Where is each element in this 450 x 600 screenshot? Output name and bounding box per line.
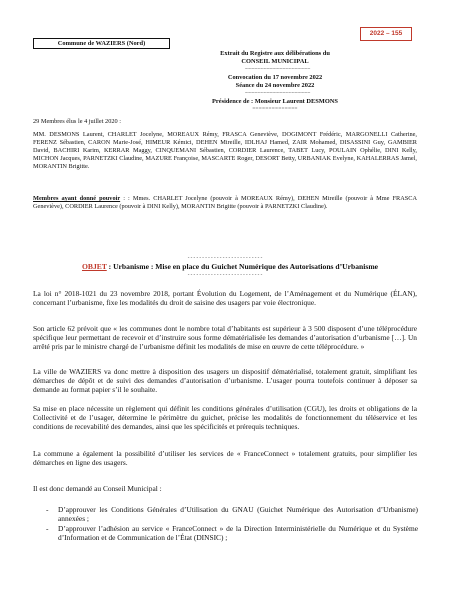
dash-separator: - - - - - - - - - - - - - - - - - - - - - - - - - - (187, 256, 263, 261)
list-item (46, 505, 418, 523)
proxy-paragraph (33, 195, 417, 211)
presidence-line: Présidence de : Monsieur Laurent DESMONS (212, 98, 338, 105)
reference-number-box: 2022 – 155 (360, 27, 412, 41)
proxy-label: Membres ayant donné pouvoir (33, 195, 121, 202)
decision-list (46, 505, 418, 543)
header-separator: ~~~~~~~~~~~~~~~~~~~~~ (245, 90, 311, 96)
body-paragraph-demande: Il est donc demandé au Conseil Municipal : (33, 484, 162, 493)
convocation-date: Convocation du 17 novembre 2022 (227, 74, 323, 81)
body-paragraph-loi: La loi n° 2018-1021 du 23 novembre 2018, portant Évolution du Logement, de l’Aménagement et du Numérique (ÉLAN), concernant l’urbanisme, fixe les modalités du droit de saisine des usagers par voie électronique. (33, 289, 417, 308)
seance-date: Séance du 24 novembre 2022 (235, 82, 315, 89)
registry-title: Extrait du Registre aux délibérations du (220, 50, 330, 57)
members-list: MM. DESMONS Laurent, CHARLET Jocelyne, MOREAUX Rémy, FRASCA Geneviève, DOGIMONT Frédéric, MARGONELLI Catherine, FERENZ Sébastien, CARON Marie-José, HIMEUR Kémici, DEHEN Mireille, IDLHAJ Hamed, ZAIR Mohamed, DISASSINI Guy, GAMBIER David, BACHIRI Karim, KERRAR Maggy, CINQUEMANI Sébastien, CORDIER Laurence, TABET Lucy, POULAIN Ophélie, DINI Kelly, MICHON Jacques, PARNETZKI Claudine, MAZURE Françoise, MASCARTE Roger, DESORT Betty, URBANIAK Evelyne, KAHALERRAS Jamel, MORANTIN Brigitte. (33, 131, 417, 170)
council-title: CONSEIL MUNICIPAL (241, 58, 309, 65)
list-item (46, 524, 418, 542)
body-paragraph-reglement: Sa mise en place nécessite un règlement qui définit les conditions générales d’utilisation (CGU), les droits et obligations de la Collectivité et de l’usager, détermine le périmètre du guichet, précise les modalités de fonctionnement du téléservice et les conditions de recevabilité des demandes, ainsi que les spécificités et prérequis techniques. (33, 404, 417, 432)
bullet-dash: - (46, 505, 49, 514)
body-paragraph-franceconnect: La commune a également la possibilité d’utiliser les services de « FranceConnect » totalement gratuits, pour simplifier les démarches en ligne des usagers. (33, 449, 417, 468)
header-separator: ~~~~~~~~~~~~~~~~~~~~~ (245, 66, 311, 72)
objet-heading (60, 262, 400, 271)
objet-label: OBJET (81, 262, 107, 271)
bullet-dash: - (46, 523, 49, 533)
commune-box: Commune de WAZIERS (Nord) (33, 38, 170, 49)
proxy-text: : : Mmes. CHARLET Jocelyne (pouvoir à MOREAUX Rémy), DEHEN Mireille (pouvoir à Mme FRASCA Geneviève), CORDIER Laurence (pouvoir à DINI Kelly), MORANTIN Brigitte (pouvoir à PARNETZKI Claudine). (33, 195, 418, 210)
dash-separator: - - - - - - - - - - - - - - - - - - - - - - - - - - (187, 273, 263, 278)
body-paragraph-article: Son article 62 prévoit que « les communes dont le nombre total d’habitants est supérieur à 3 500 disposent d’une téléprocédure spécifique leur permettant de recevoir et d’instruire sous forme dématérialisée les demandes d’autorisation d’urbanisme […]. Un arrêté pris par le ministre chargé de l’urbanisme définit les modalités de mise en œuvre de cette téléprocédure. » (33, 324, 417, 352)
members-count: 29 Membres élus le 4 juillet 2020 : (33, 118, 121, 125)
body-paragraph-dispositif: La ville de WAZIERS va donc mettre à disposition des usagers un dispositif dématérialisé, totalement gratuit, simplifiant les démarches de dépôt et de suivi des demandes d’autorisation d’urbanisme. L’usager pourra toutefois continuer à déposer sa demande au format papier s’il le souhaite. (33, 367, 417, 395)
header-separator: ============== (252, 106, 298, 112)
list-item-text: D’approuver les Conditions Générales d’Utilisation du GNAU (Guichet Numérique des Autorisation d’Urbanisme) annexées ; (58, 505, 418, 524)
list-item-text: D’approuver l’adhésion au service « FranceConnect » de la Direction Interministérielle du Numérique et du Système d’Information et de Communication de l’État (DINSIC) ; (58, 523, 418, 543)
objet-text: : Urbanisme : Mise en place du Guichet Numérique des Autorisations d’Urbanisme (106, 262, 379, 271)
